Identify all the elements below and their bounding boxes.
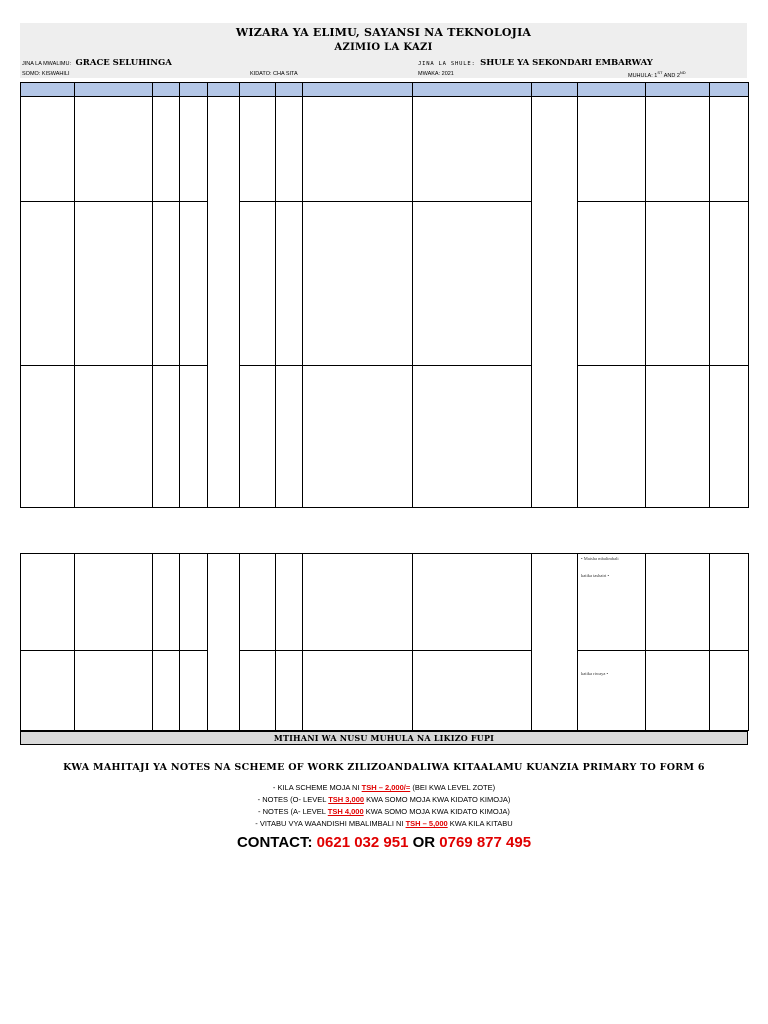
term-sup-second: ND (679, 70, 686, 75)
table-row (21, 97, 749, 202)
table-cell (413, 554, 532, 651)
table-cell (180, 366, 208, 508)
table-cell (303, 202, 413, 366)
notes-line: katika tashairi • (581, 573, 610, 578)
table-cell (276, 202, 303, 366)
promo-text: KWA SOMO MOJA KWA KIDATO KIMOJA) (364, 795, 511, 804)
table-cell (180, 202, 208, 366)
table-row (21, 554, 749, 651)
table-cell (578, 202, 646, 366)
table-cell (240, 366, 276, 508)
table-cell (413, 366, 532, 508)
phone-number: 0769 877 495 (439, 834, 532, 851)
promo-price: TSH – 5,000 (405, 819, 448, 828)
table-cell (303, 554, 413, 651)
teacher-name: GRACE SELUHINGA (75, 58, 172, 68)
teacher-field (22, 58, 172, 68)
contact-line (0, 834, 768, 851)
notes-line: • Maisha mbalimbali (581, 556, 619, 561)
promo-item (0, 806, 768, 818)
promo-item (0, 794, 768, 806)
table-cell (21, 202, 75, 366)
scheme-table-continued (20, 553, 749, 731)
notes-cell (578, 651, 646, 731)
term-and: AND 2 (662, 73, 680, 79)
document-subtitle: AZIMIO LA KAZI (334, 42, 433, 53)
table-cell (276, 651, 303, 731)
header-cell (710, 83, 749, 97)
table-cell (180, 97, 208, 202)
teacher-label: JINA LA MWALIMU: (22, 61, 72, 67)
table-cell (21, 97, 75, 202)
scheme-table (20, 82, 749, 508)
promo-text: - VITABU VYA WAANDISHI MBALIMBALI NI (255, 819, 406, 828)
table-cell (710, 97, 749, 202)
table-cell (240, 554, 276, 651)
promo-text: - KILA SCHEME MOJA NI (272, 783, 362, 792)
term-label: MUHULA: 1 (628, 73, 658, 79)
header-cell (646, 83, 710, 97)
header-cell (21, 83, 75, 97)
header-cell (413, 83, 532, 97)
table-cell (413, 651, 532, 731)
subject-field: SOMO: KISWAHILI (22, 71, 70, 77)
table-cell (578, 97, 646, 202)
table-cell (646, 366, 710, 508)
table-cell (153, 97, 180, 202)
table-cell (75, 97, 153, 202)
merged-cell (208, 97, 240, 508)
form-field: KIDATO: CHA SITA (250, 71, 298, 77)
table-cell (646, 651, 710, 731)
term-field (628, 70, 686, 79)
school-label: JINA LA SHULE: (418, 61, 476, 67)
merged-cell (532, 554, 578, 731)
table-row (21, 202, 749, 366)
promo-item (0, 782, 768, 794)
table-cell (75, 366, 153, 508)
header-cell (303, 83, 413, 97)
table-cell (710, 202, 749, 366)
merged-cell (532, 97, 578, 508)
phone-number: 0621 032 951 (316, 834, 409, 851)
header-cell (532, 83, 578, 97)
header-cell (276, 83, 303, 97)
table-cell (180, 651, 208, 731)
ministry-title: WIZARA YA ELIMU, SAYANSI NA TEKNOLOJIA (235, 26, 532, 39)
promo-text: KWA KILA KITABU (447, 819, 513, 828)
header-cell (208, 83, 240, 97)
notes-cell (578, 554, 646, 651)
school-field (418, 58, 653, 68)
notes-line: katika riwaya • (581, 671, 609, 676)
contact-label: CONTACT: (236, 834, 317, 851)
table-cell (646, 97, 710, 202)
table-cell (21, 651, 75, 731)
table-cell (646, 554, 710, 651)
table-cell (153, 202, 180, 366)
table-cell (75, 202, 153, 366)
header-cell (578, 83, 646, 97)
table-cell (240, 97, 276, 202)
table-cell (276, 97, 303, 202)
school-name: SHULE YA SEKONDARI EMBARWAY (480, 58, 653, 68)
table-cell (710, 366, 749, 508)
table-cell (240, 651, 276, 731)
term-sup-first: ST (657, 70, 663, 75)
promo-item (0, 818, 768, 830)
table-cell (276, 366, 303, 508)
table-cell (21, 366, 75, 508)
promo-price: TSH 4,000 (327, 807, 364, 816)
promo-price: TSH 3,000 (328, 795, 365, 804)
header-cell (180, 83, 208, 97)
table-cell (303, 651, 413, 731)
header-cell (240, 83, 276, 97)
table-cell (180, 554, 208, 651)
table-cell (303, 366, 413, 508)
table-cell (303, 97, 413, 202)
header-cell (75, 83, 153, 97)
table-cell (578, 366, 646, 508)
table-cell (153, 651, 180, 731)
promo-text: - NOTES (A- LEVEL (258, 807, 328, 816)
table-cell (413, 97, 532, 202)
year-field: MWAKA: 2021 (418, 71, 454, 77)
table-cell (153, 366, 180, 508)
table-row (21, 651, 749, 731)
promo-text: - NOTES (O- LEVEL (257, 795, 329, 804)
table-cell (21, 554, 75, 651)
contact-or: OR (408, 834, 440, 851)
merged-cell (208, 554, 240, 731)
table-cell (240, 202, 276, 366)
promo-price: TSH – 2,000/= (361, 783, 411, 792)
promo-title: KWA MAHITAJI YA NOTES NA SCHEME OF WORK ZILIZOANDALIWA KITAALAMU KUANZIA PRIMARY TO FORM 6 (63, 762, 705, 773)
promo-text: (BEI KWA LEVEL ZOTE) (410, 783, 496, 792)
table-cell (276, 554, 303, 651)
promo-list (0, 782, 768, 830)
table-cell (75, 651, 153, 731)
table-cell (646, 202, 710, 366)
table-cell (75, 554, 153, 651)
table-cell (710, 651, 749, 731)
table-cell (710, 554, 749, 651)
table-row (21, 366, 749, 508)
table-cell (413, 202, 532, 366)
table-header-row (21, 83, 749, 97)
header-cell (153, 83, 180, 97)
table-cell (153, 554, 180, 651)
exam-banner: MTIHANI WA NUSU MUHULA NA LIKIZO FUPI (20, 731, 748, 745)
promo-text: KWA SOMO MOJA KWA KIDATO KIMOJA) (363, 807, 510, 816)
